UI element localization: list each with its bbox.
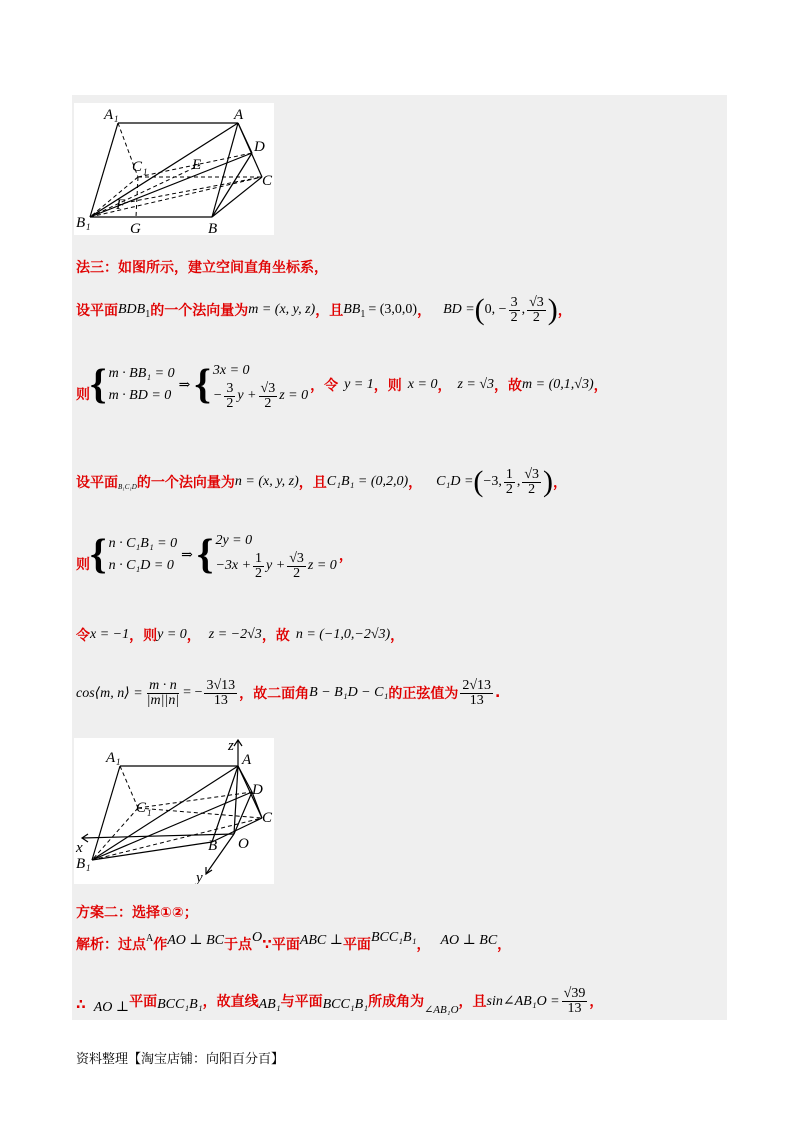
svg-text:1: 1 [114,114,119,124]
solution-n-line: 令 x = −1 ，则 y = 0 ， z = −2√3 ，故 n = (−1,0,−2√3) ， [76,627,405,644]
label-E: E [192,157,202,173]
label-C: C [262,810,273,826]
label-C1: C [132,159,143,175]
label-G: G [130,221,141,235]
label-A1: A [104,107,114,123]
svg-text:1: 1 [116,757,121,767]
angle-line: ∴ AO ⊥ 平面 BCC₁B₁ ，故直线 AB₁ 与平面 BCC₁B₁ 所成角为 ∠AB₁O ，且 sin∠AB₁O = $\frac{√39}{13}$ ， [76,985,604,1016]
label-C1: C [136,800,147,816]
label-A: A [234,107,244,123]
svg-text:1: 1 [147,808,152,818]
label-C: C [262,173,273,189]
equation-system-n-line: 则 { n · C₁B₁ = 0 n · C₁D = 0 ⇒ { 2y = 0 −3x + $\frac{1}{2}$ y + $\frac{√3}{2}$ z = 0 ， [76,532,353,581]
axis-label-x: x [76,840,83,856]
scheme-two-heading: 方案二：选择①②； [76,905,198,921]
label-O: O [238,836,249,852]
svg-text:1: 1 [143,167,148,177]
label-B1: B [76,215,86,231]
cosine-result-line: cos⟨m, n⟩ = $\frac{m \cdot n}{|m||n|}$ = − $\frac{3√13}{13}$ ，故二面角 B − B₁D − C₁ 的正弦值为 $\frac{2√13}{13}$ . [76,677,501,708]
label-D: D [254,139,265,155]
normal-vector-bdb1-line: 设平面 BDB 1 的一个法向量为 m = (x, y, z) ，且 BB 1 = (3,0,0) ， BD = ( 0, − $\frac{3}{2}$ , $\frac{√3}{2}$ ) ， [76,293,572,326]
label-F: F [116,197,126,213]
axis-label-z: z [228,738,234,754]
svg-text:1: 1 [86,222,91,232]
label-B: B [208,221,218,235]
equation-system-m-line: 则 { m · BB₁ = 0 m · BD = 0 ⇒ { 3x = 0 − $\frac{3}{2}$ y + $\frac{√3}{2}$ z = 0 ，令 y = 1 ，则 x = 0 ， z = √3 ，故 m = (0,1,√3) ， [76,362,608,411]
analysis-line: 解析：过点 A 作 AO ⊥ BC 于点 O ∵平面 ABC ⊥ 平面 BCC₁B₁ ， AO ⊥ BC ， [76,930,512,953]
label-D: D [252,782,263,798]
svg-text:1: 1 [86,863,91,873]
prism-figure-2 [74,738,274,884]
label-B: B [208,838,218,854]
label-A: A [242,752,252,768]
method-three-heading: 法三：如图所示，建立空间直角坐标系， [76,260,328,276]
footer-source: 资料整理【淘宝店铺：向阳百分百】 [76,1052,285,1067]
prism-figure-1 [74,103,274,235]
normal-vector-b1c1d-line: 设平面 B₁C₁D 的一个法向量为 n = (x, y, z) ，且 C₁B₁ = (0,2,0) ， C₁D = ( −3, $\frac{1}{2}$ , $\frac{√3}{2}$ ) ， [76,465,568,498]
axis-label-y: y [196,870,203,884]
label-A1: A [106,750,116,766]
label-B1: B [76,856,86,872]
